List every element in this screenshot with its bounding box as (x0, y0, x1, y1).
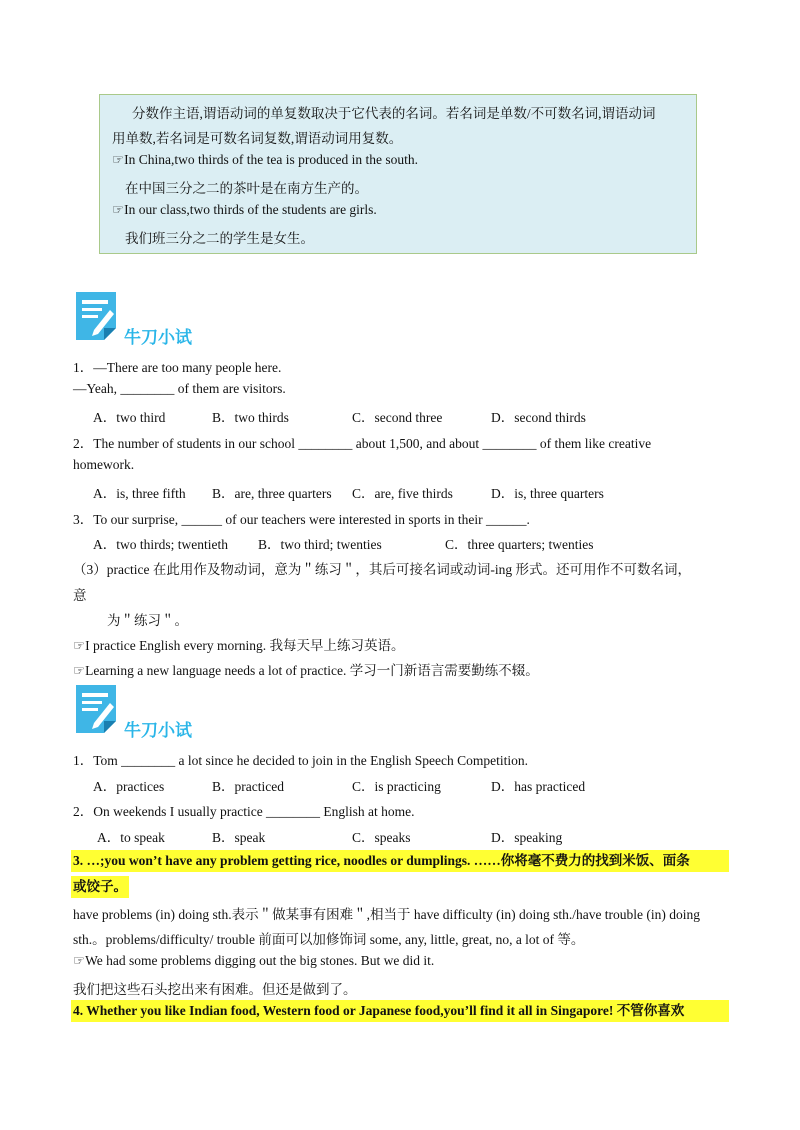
explanation-text: have problems (in) doing sth.表示＂做某事有困难＂,相当于 have difficulty (in) doing sth./have trouble (in) doing (73, 907, 701, 922)
note-text: 为＂练习＂。 (107, 613, 188, 628)
option-a: A．practices (93, 779, 165, 794)
question-2-line2: homework. (73, 457, 135, 472)
note-text: （3）practice 在此用作及物动词，意为＂练习＂，其后可接名词或动词-ing 形式。还可用作不可数名词， (73, 562, 691, 577)
option-c: C．second three (352, 410, 443, 425)
grammar-note-box (99, 94, 697, 254)
question-2: 2．The number of students in our school ________ about 1,500, and about ________ of them like creative (73, 436, 652, 451)
example-translation: 我们把这些石头挖出来有困难。但还是做到了。 (73, 982, 357, 997)
example-sentence: ☞I practice English every morning. 我每天早上练习英语。 (73, 638, 405, 653)
note-text: 意 (73, 588, 87, 603)
option-b: B．two third; twenties (258, 537, 382, 552)
section-title: 牛刀小试 (124, 721, 192, 741)
option-c: C．is practicing (352, 779, 441, 794)
example-translation: 在中国三分之二的茶叶是在南方生产的。 (125, 181, 368, 196)
option-b: B．are, three quarters (212, 486, 332, 501)
example-sentence: ☞We had some problems digging out the big stones. But we did it. (73, 953, 435, 968)
question-1: 1．Tom ________ a lot since he decided to join in the English Speech Competition. (73, 753, 528, 768)
note-text: 用单数,若名词是可数名词复数,谓语动词用复数。 (112, 131, 403, 146)
option-c: C．are, five thirds (352, 486, 453, 501)
option-d: D．second thirds (491, 410, 586, 425)
section-title: 牛刀小试 (124, 328, 192, 348)
option-b: B．two thirds (212, 410, 289, 425)
option-b: B．practiced (212, 779, 284, 794)
question-1-line2: —Yeah, ________ of them are visitors. (73, 381, 286, 396)
highlighted-heading: 3. …;you won’t have any problem getting rice, noodles or dumplings. ……你将毫不费力的找到米饭、面条 (71, 850, 729, 872)
option-a: A．two thirds; twentieth (93, 537, 228, 552)
example-translation: 我们班三分之二的学生是女生。 (125, 231, 314, 246)
option-d: D．is, three quarters (491, 486, 604, 501)
option-a: A．two third (93, 410, 166, 425)
option-b: B．speak (212, 830, 266, 845)
question-3: 3．To our surprise, ______ of our teachers were interested in sports in their ______. (73, 512, 530, 527)
highlighted-heading: 或饺子。 (71, 876, 129, 898)
highlighted-heading: 4. Whether you like Indian food, Western food or Japanese food,you’ll find it all in Singapore! 不管你喜欢 (71, 1000, 729, 1022)
option-d: D．speaking (491, 830, 563, 845)
question-1: 1．—There are too many people here. (73, 360, 282, 375)
option-a: A．to speak (97, 830, 165, 845)
explanation-text: sth.。problems/difficulty/ trouble 前面可以加修饰词 some, any, little, great, no, a lot of 等。 (73, 932, 585, 947)
option-c: C．three quarters; twenties (445, 537, 594, 552)
note-pencil-icon (72, 683, 120, 735)
option-d: D．has practiced (491, 779, 586, 794)
option-a: A．is, three fifth (93, 486, 186, 501)
example-sentence: ☞In our class,two thirds of the students are girls. (112, 202, 377, 217)
note-text: 分数作主语,谓语动词的单复数取决于它代表的名词。若名词是单数/不可数名词,谓语动词 (132, 106, 656, 121)
question-2: 2．On weekends I usually practice ________ English at home. (73, 804, 415, 819)
note-pencil-icon (72, 290, 120, 342)
example-sentence: ☞Learning a new language needs a lot of practice. 学习一门新语言需要勤练不辍。 (73, 663, 539, 678)
option-c: C．speaks (352, 830, 411, 845)
example-sentence: ☞In China,two thirds of the tea is produced in the south. (112, 152, 419, 167)
